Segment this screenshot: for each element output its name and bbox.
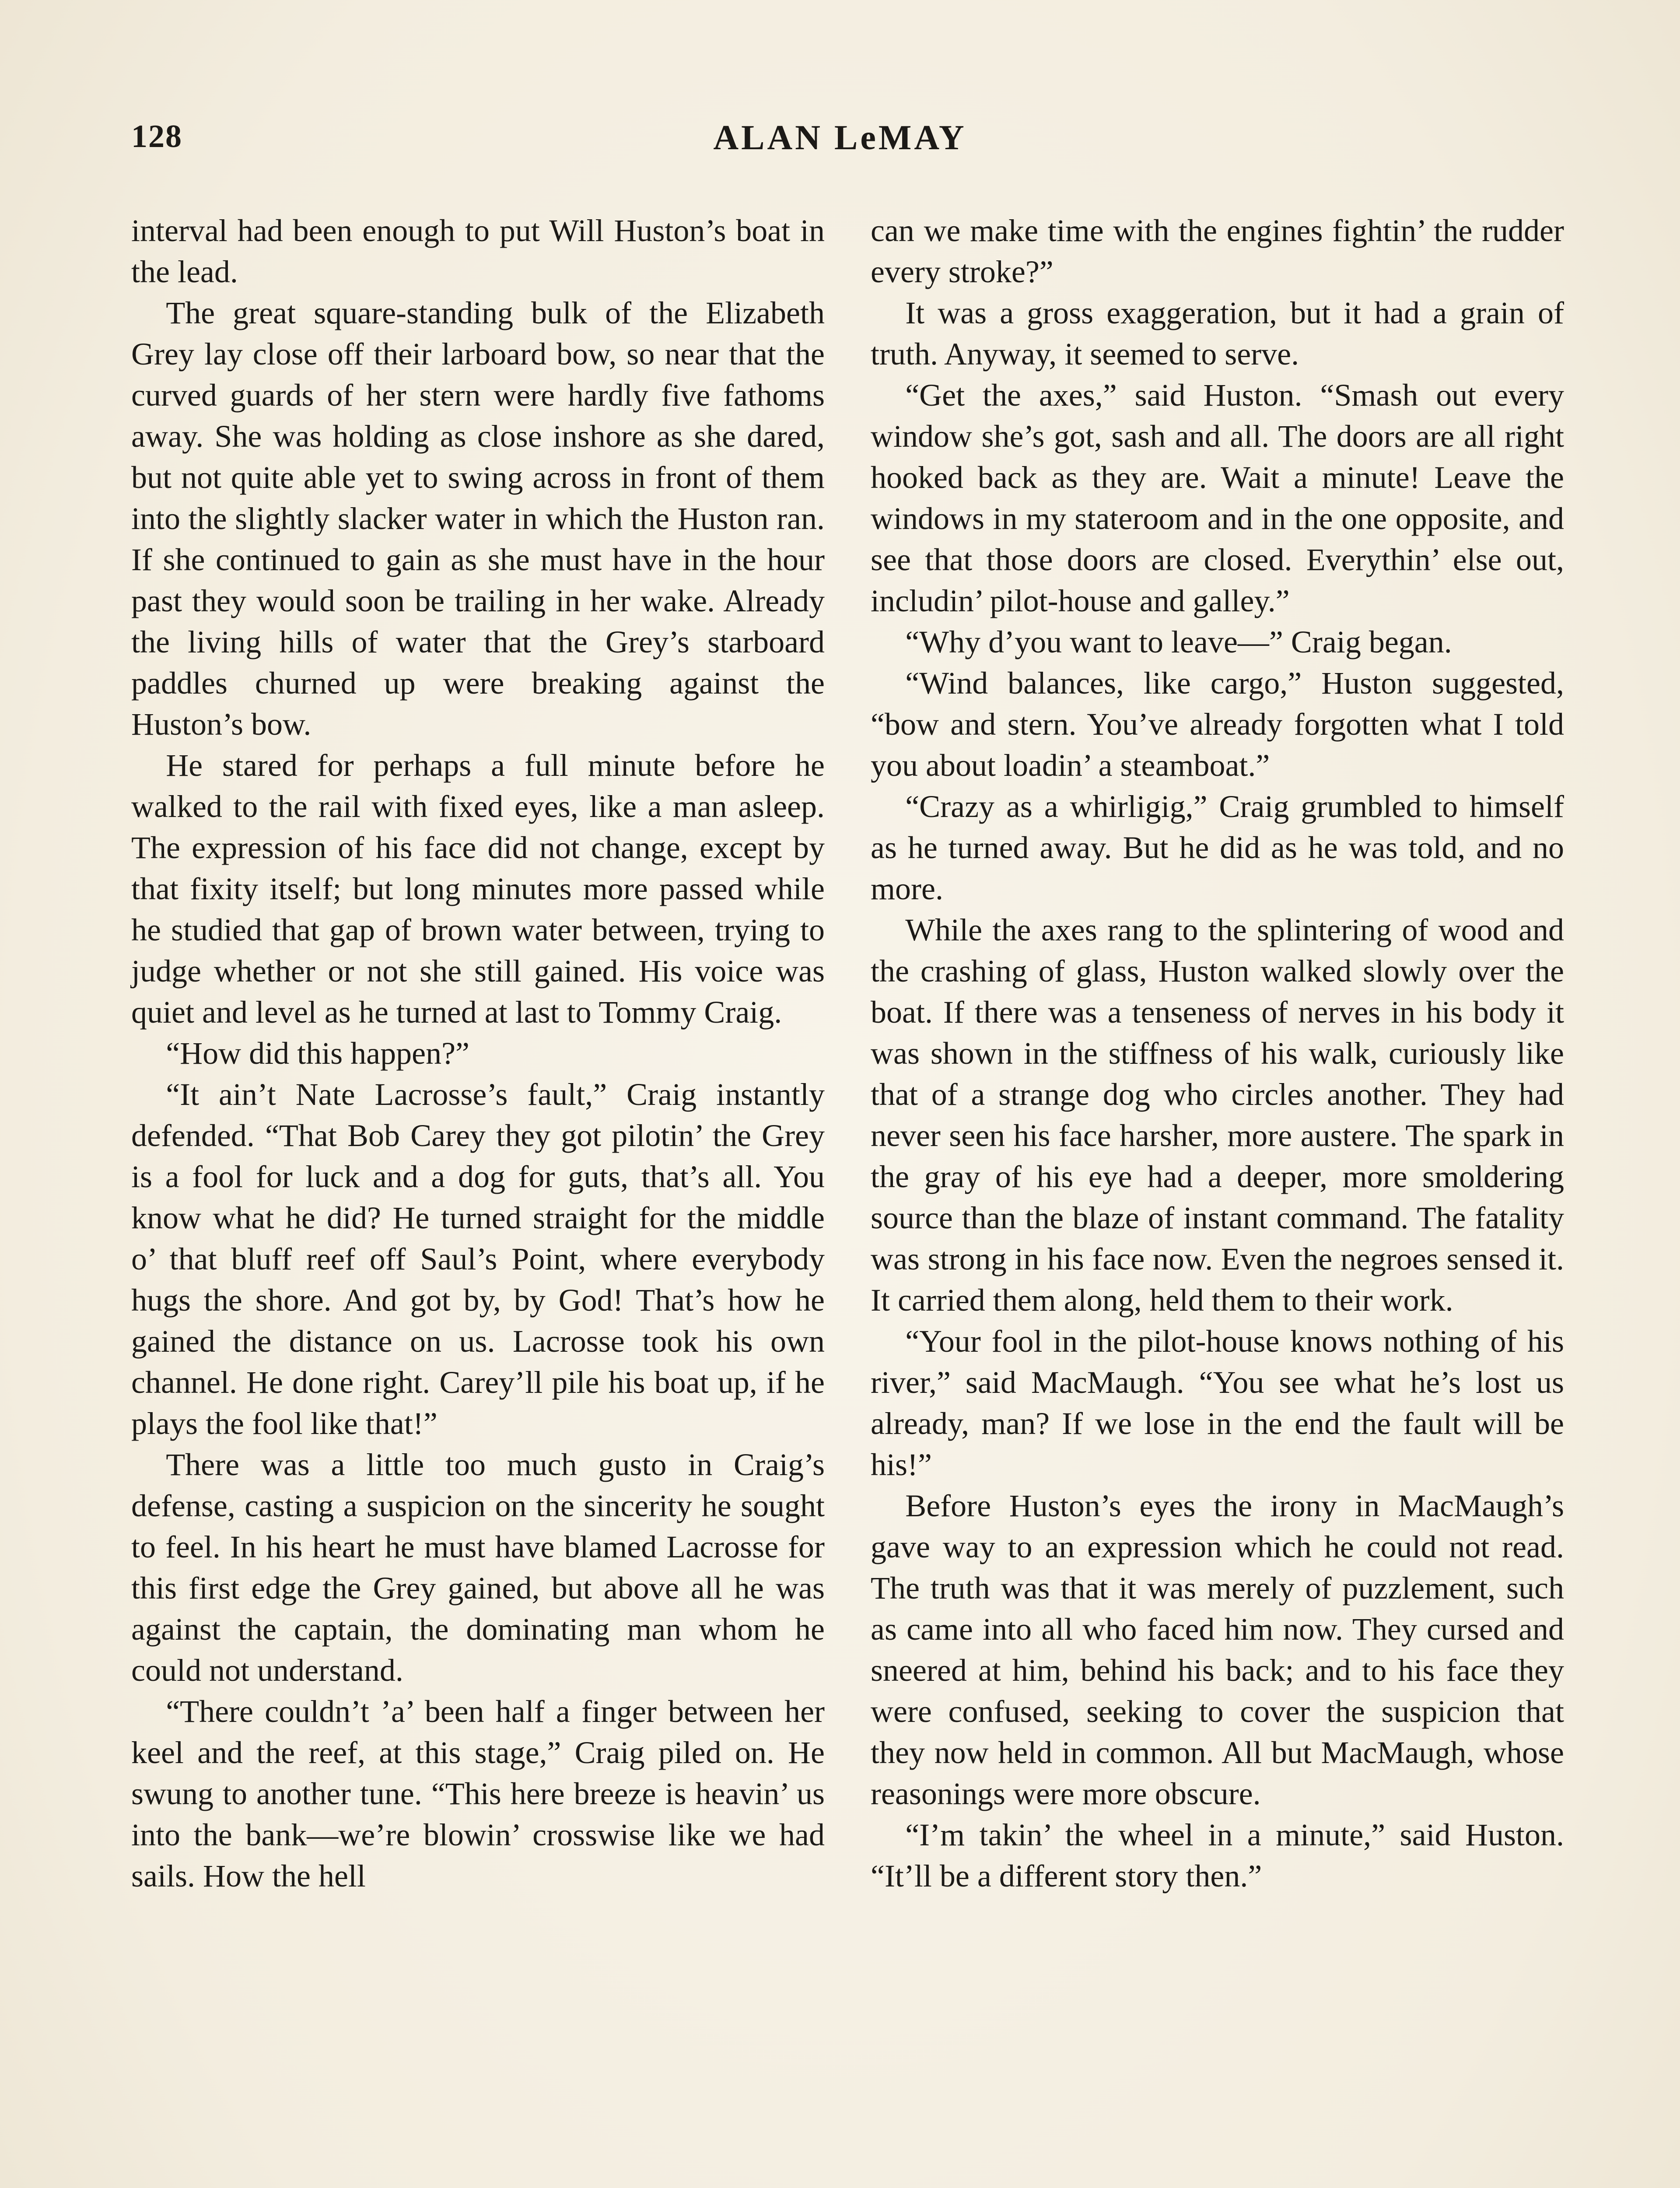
text-column-right [871,210,1564,1897]
paragraph: While the axes rang to the splintering of wood and the crashing of glass, Huston walked slowly over the boat. If there was a tenseness of nerves in his body it was shown in the stiffness of his walk, curiously like that of a strange dog who circles another. They had never seen his face harsher, more austere. The spark in the gray of his eye had a deeper, more smoldering source than the blaze of instant command. The fatality was strong in his face now. Even the negroes sensed it. It carried them along, held them to their work. [871,912,1564,1318]
text-column-left [131,210,825,1897]
running-head: ALAN LeMAY [713,119,967,157]
paragraph: interval had been enough to put Will Huston’s boat in the lead. [131,213,825,289]
paragraph: There was a little too much gusto in Craig’s defense, casting a suspicion on the sincerity he sought to feel. In his heart he must have blamed Lacrosse for this first edge the Grey gained, but above all he was against the captain, the dominating man whom he could not understand. [131,1447,825,1688]
paragraph: The great square-standing bulk of the Elizabeth Grey lay close off their larboard bow, so near that the curved guards of her stern were hardly five fathoms away. She was holding as close inshore as she dared, but not quite able yet to swing across in front of them into the slightly slacker water in which the Huston ran. If she continued to gain as she must have in the hour past they would soon be trailing in her wake. Already the living hills of water that the Grey’s starboard paddles churned up were breaking against the Huston’s bow. [131,295,825,742]
paragraph: “There couldn’t ’a’ been half a finger between her keel and the reef, at this stage,” Craig piled on. He swung to another tune. “This here breeze is heavin’ us into the bank—we’re blowin’ crosswise like we had sails. How the hell [131,1694,825,1893]
paragraph: Before Huston’s eyes the irony in MacMaugh’s gave way to an expression which he could not read. The truth was that it was merely of puzzlement, such as came into all who faced him now. They cursed and sneered at him, behind his back; and to his face they were confused, seeking to cover the suspicion that they now held in common. All but MacMaugh, whose reasonings were more obscure. [871,1488,1564,1811]
paragraph: “I’m takin’ the wheel in a minute,” said Huston. “It’ll be a different story then.” [871,1817,1564,1893]
paragraph: can we make time with the engines fightin’ the rudder every stroke?” [871,213,1564,289]
page-number: 128 [131,119,182,154]
paragraph: “How did this happen?” [166,1036,469,1071]
paragraph: “Get the axes,” said Huston. “Smash out every window she’s got, sash and all. The doors are all right hooked back as they are. Wait a minute! Leave the windows in my stateroom and in the one opposite, and see that those doors are closed. Everythin’ else out, includin’ pilot-house and galley.” [871,378,1564,618]
paragraph: “Crazy as a whirligig,” Craig grumbled to himself as he turned away. But he did as he was told, and no more. [871,789,1564,906]
paragraph: It was a gross exaggeration, but it had a grain of truth. Anyway, it seemed to serve. [871,295,1564,372]
paragraph: “Wind balances, like cargo,” Huston suggested, “bow and stern. You’ve already forgotten what I told you about loadin’ a steamboat.” [871,666,1564,783]
paragraph: “Why d’you want to leave—” Craig began. [905,624,1452,659]
paragraph: “It ain’t Nate Lacrosse’s fault,” Craig instantly defended. “That Bob Carey they got pilotin’ the Grey is a fool for luck and a dog for guts, that’s all. You know what he did? He turned straight for the middle o’ that bluff reef off Saul’s Point, where everybody hugs the shore. And got by, by God! That’s how he gained the distance on us. Lacrosse took his own channel. He done right. Carey’ll pile his boat up, if he plays the fool like that!” [131,1077,825,1441]
paragraph: “Your fool in the pilot-house knows nothing of his river,” said MacMaugh. “You see what he’s lost us already, man? If we lose in the end the fault will be his!” [871,1324,1564,1482]
paragraph: He stared for perhaps a full minute before he walked to the rail with fixed eyes, like a man asleep. The expression of his face did not change, except by that fixity itself; but long minutes more passed while he studied that gap of brown water between, trying to judge whether or not she still gained. His voice was quiet and level as he turned at last to Tommy Craig. [131,748,825,1030]
page-header [131,118,1549,171]
